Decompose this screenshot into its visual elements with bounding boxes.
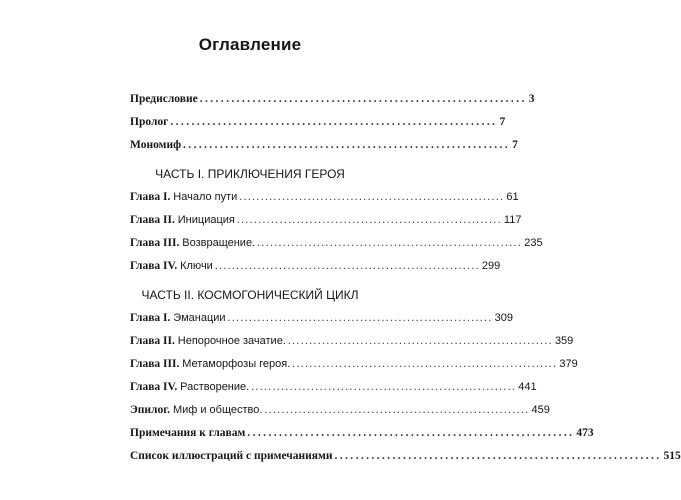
chapter-number: Глава IV. (130, 260, 178, 272)
dot-leader: .............................................................. (236, 214, 502, 226)
chapter-title: Растворение. (180, 381, 250, 393)
toc-entry-label: Список иллюстраций с примечаниями (130, 450, 333, 462)
toc-page-number: 299 (481, 260, 501, 272)
chapter-number: Глава I. (130, 312, 171, 324)
toc-page-number: 61 (506, 191, 519, 203)
chapter-title: Инициация (177, 214, 235, 226)
toc-entry-notes[interactable] (130, 426, 594, 449)
toc-page-number: 359 (554, 335, 574, 347)
chapter-title: Непорочное зачатие. (177, 335, 286, 347)
chapter-title: Возвращение. (182, 237, 256, 249)
toc-page-number: 3 (528, 93, 535, 105)
dot-leader: .............................................................. (247, 427, 575, 439)
page-title: Оглавление (198, 35, 302, 54)
toc-entry-chapter[interactable] (130, 380, 537, 403)
dot-leader: .............................................................. (257, 237, 523, 249)
dot-leader: .............................................................. (199, 93, 527, 105)
toc-entry-chapter[interactable] (130, 190, 519, 213)
chapter-title: Метаморфозы героя. (182, 358, 291, 370)
toc-entry-monomyth[interactable] (130, 138, 518, 161)
toc-entry-prologue[interactable] (130, 115, 506, 138)
toc-entry-chapter[interactable] (130, 311, 513, 334)
table-of-contents (130, 92, 681, 472)
chapter-title: Миф и общество. (172, 404, 263, 416)
chapter-number: Глава I. (130, 191, 171, 203)
dot-leader: .............................................................. (214, 260, 480, 272)
toc-entry-epilogue[interactable] (130, 403, 550, 426)
dot-leader: .............................................................. (334, 450, 662, 462)
toc-entry-label: Мономиф (130, 139, 182, 151)
chapter-number: Глава III. (130, 237, 180, 249)
toc-entry-chapter[interactable] (130, 334, 574, 357)
toc-entry-label: Примечания к главам (130, 427, 246, 439)
chapter-title: Эманации (173, 312, 226, 324)
dot-leader: .............................................................. (264, 404, 530, 416)
chapter-title: Начало пути (173, 191, 238, 203)
toc-page-number: 235 (524, 237, 543, 249)
toc-entry-label: Предисловие (130, 93, 198, 105)
dot-leader: .............................................................. (227, 312, 493, 324)
toc-entry-chapter[interactable] (130, 236, 543, 259)
dot-leader: .............................................................. (287, 335, 553, 347)
chapter-number: Глава IV. (130, 381, 178, 393)
toc-page-number: 379 (559, 358, 578, 370)
toc-page-number: 515 (663, 450, 681, 462)
dot-leader: .............................................................. (183, 139, 511, 151)
toc-entry-illustrations[interactable] (130, 449, 681, 472)
toc-page-number: 309 (494, 312, 513, 324)
chapter-title: Ключи (180, 260, 213, 272)
dot-leader: .............................................................. (239, 191, 505, 203)
dot-leader: .............................................................. (170, 116, 498, 128)
toc-entry-preface[interactable] (130, 92, 535, 115)
chapter-number: Эпилог. (130, 404, 171, 416)
chapter-number: Глава II. (130, 335, 175, 347)
toc-page-number: 117 (503, 214, 522, 226)
toc-page-number: 7 (512, 139, 518, 151)
dot-leader: .............................................................. (292, 358, 558, 370)
toc-entry-label: Пролог (130, 116, 169, 128)
toc-entry-chapter[interactable] (130, 259, 501, 282)
toc-page-number: 473 (576, 427, 594, 439)
toc-page-number: 441 (518, 381, 537, 393)
chapter-number: Глава III. (130, 358, 180, 370)
toc-entry-chapter[interactable] (130, 357, 578, 380)
dot-leader: .............................................................. (251, 381, 517, 393)
part-heading: ЧАСТЬ II. КОСМОГОНИЧЕСКИЙ ЦИКЛ (141, 288, 359, 302)
toc-page-number: 459 (531, 404, 550, 416)
chapter-number: Глава II. (130, 214, 175, 226)
toc-page-number: 7 (499, 116, 506, 128)
toc-entry-chapter[interactable] (130, 213, 522, 236)
part-heading: ЧАСТЬ I. ПРИКЛЮЧЕНИЯ ГЕРОЯ (155, 167, 345, 181)
